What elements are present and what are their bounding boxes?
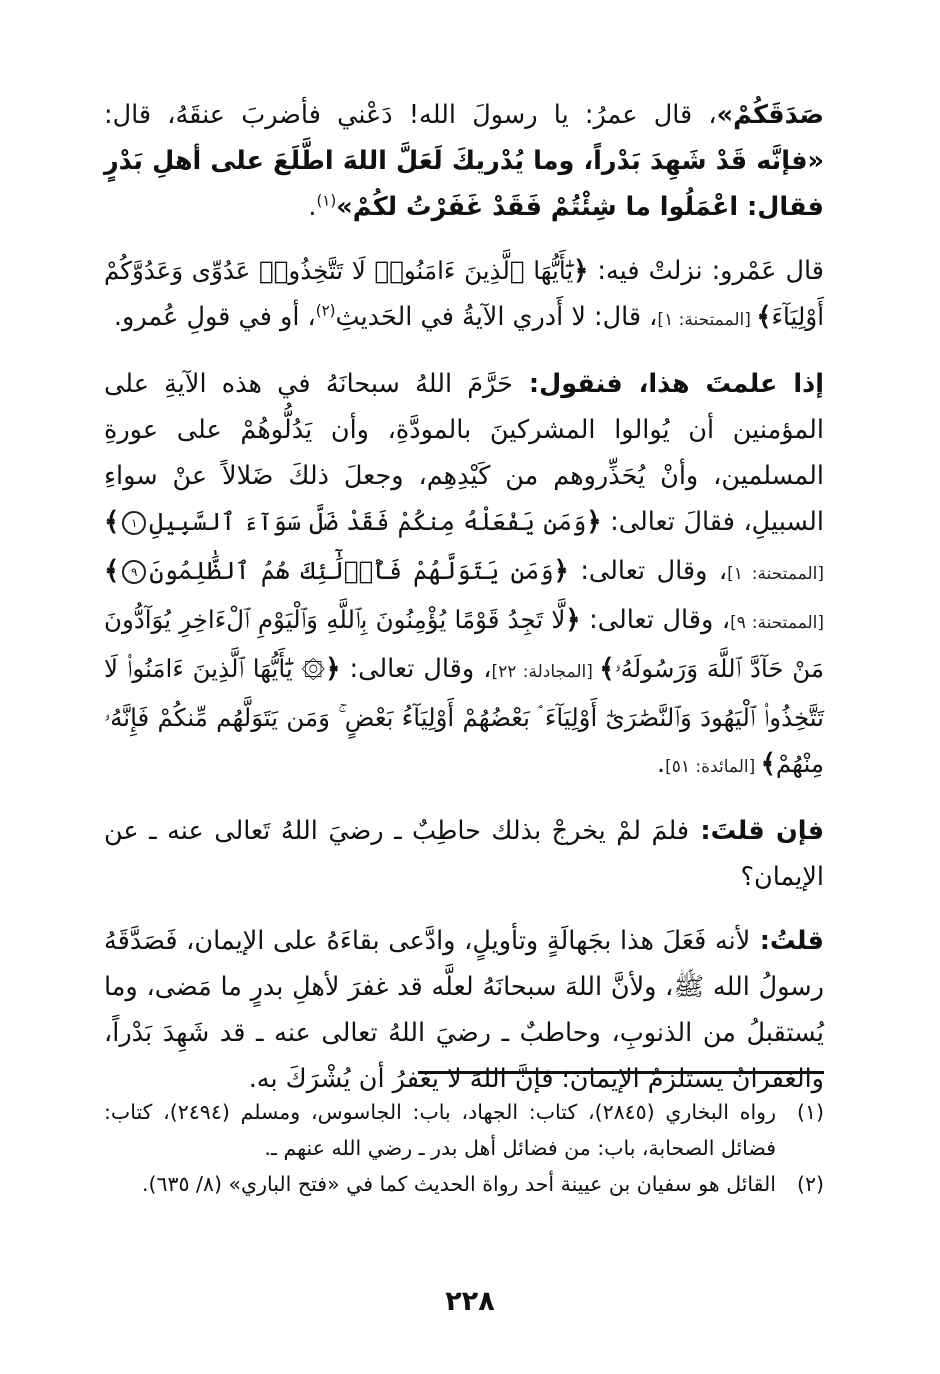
verse-open-bracket: ﴿ — [586, 507, 602, 537]
ayah-number-mark: ٩ — [122, 560, 146, 584]
quran-verse-1: وَمَن يَفْعَلْهُ مِنكُمْ فَقَدْ ضَلَّ سَوَآءَ ٱلسَّبِيلِ — [149, 507, 587, 536]
footnote-number: (١) — [796, 1100, 824, 1124]
footnote-text: رواه البخاري (٢٨٤٥)، كتاب: الجهاد، باب: الجاسوس، ومسلم (٢٤٩٤)، كتاب: فضائل الصحابة، باب: من فضائل أهل بدر ـ رضي الله عنهم ـ. — [104, 1100, 776, 1160]
footnote-item — [104, 1166, 824, 1202]
paragraph-lead: إذا علمتَ هذا، فنقول: — [512, 369, 824, 399]
hadith-quote: «فإنَّه قَدْ شَهِدَ بَدْراً، وما يُدْريكَ لَعَلَّ اللهَ اطَّلَعَ على أهلِ بَدْرٍ فقال: اعْمَلُوا ما شِئْتُمْ فَقَدْ غَفَرْتُ لكُمْ» — [104, 146, 824, 222]
verse-close-bracket: ﴾ — [104, 556, 120, 586]
paragraph-lead: فإن قلتَ: — [689, 816, 825, 846]
page-number: ٢٢٨ — [445, 1286, 495, 1317]
body-text: ، وقال تعالى: — [568, 556, 728, 586]
footnote-item — [104, 1094, 824, 1166]
body-text: ، وقال تعالى: — [580, 605, 731, 635]
verse-open-bracket: ﴿ — [325, 654, 341, 684]
paragraph-lead: قلتُ: — [750, 926, 824, 956]
verse-open-bracket: ﴿ — [565, 605, 581, 635]
verse-close-bracket: ﴾ — [760, 749, 776, 779]
paragraph-4 — [104, 808, 824, 900]
narration-text: قال عَمْرو: نزلتْ فيه: — [588, 256, 824, 286]
hadith-quote-end: صَدَقَكُمْ» — [716, 100, 824, 130]
verse-reference: [المائدة: ٥١] — [665, 757, 761, 777]
paragraph-1 — [104, 92, 824, 230]
paragraph-2 — [104, 248, 824, 343]
quran-verse: يَٰٓأَيُّهَا ٱلَّذِينَ ءَامَنُوا۟ لَا تَتَّخِذُوا۟ عَدُوِّى وَعَدُوَّكُمْ أَوْلِيَآءَ — [104, 256, 824, 331]
body-text: لأنه فَعَلَ هذا بجَهالَةٍ وتأويلٍ، وادَّعى بقاءَهُ على الإيمان، فَصَدَّقَهُ رسولُ الله ﷺ، ولأنَّ اللهَ سبحانَهُ لعلَّه قد غفرَ لأهلِ بدرٍ ما مَضى، وما يُستقبلُ من الذنوبِ، وحاطبٌ ـ رضيَ اللهُ تعالى عنه ـ قد شَهِدَ بَدْراً، والغفرانُ يستلزمُ الإيمانَ؛ فإنَّ اللهَ لا يغفرُ أن يُشْرَكَ به. — [104, 926, 824, 1094]
footnotes — [104, 1094, 824, 1202]
verse-reference: [الممتحنة: ١] — [727, 564, 825, 584]
narration-text: ، قال عمرُ: يا رسولَ الله! دَعْني فأضربَ عنقَهُ، قال: — [104, 100, 717, 130]
verse-close-bracket: ﴾ — [104, 507, 120, 537]
paragraph-3 — [104, 361, 824, 790]
paragraph-5 — [104, 918, 824, 1102]
narration-text: ، قال: لا أَدري الآيةُ في الحَديثِ — [335, 302, 658, 332]
verse-close-bracket: ﴾ — [599, 654, 615, 684]
main-text — [104, 92, 824, 1102]
body-text: ، وقال تعالى: — [340, 654, 492, 684]
verse-reference: [الممتحنة: ١] — [657, 310, 757, 330]
body-text: حَرَّمَ اللهُ سبحانَهُ في هذه الآيةِ على المؤمنين أن يُوالوا المشركينَ بالمودَّةِ، وأن يَدُلُّوهُمْ على عورةِ المسلمين، وأنْ يُحَذِّروهم من كَيْدِهِم، وجعلَ ذلكَ ضَلالاً عنْ سواءِ السبيلِ، فقالَ تعالى: — [104, 369, 824, 537]
verse-reference: [المجادلة: ٢٢] — [491, 662, 600, 682]
narration-text: ، أو في قولِ عُمرو. — [113, 302, 316, 332]
footnote-text: القائل هو سفيان بن عيينة أحد رواة الحديث كما في «فتح الباري» (٨/ ٦٣٥). — [141, 1172, 776, 1196]
footnote-marker-2[interactable]: (٢) — [315, 301, 336, 320]
footnote-number: (٢) — [796, 1172, 824, 1196]
footnote-separator — [418, 1071, 824, 1074]
quran-verse-3: لَّا تَجِدُ قَوْمًا يُؤْمِنُونَ بِٱللَّهِ وَٱلْيَوْمِ ٱلْءَاخِرِ يُوَآدُّونَ مَنْ حَآدَّ ٱللَّهَ وَرَسُولَهُۥ — [104, 605, 825, 683]
quran-verse-4: ۞ يَٰٓأَيُّهَا ٱلَّذِينَ ءَامَنُوا۟ لَا تَتَّخِذُوا۟ ٱلْيَهُودَ وَٱلنَّصَٰرَىٰٓ أَوْلِيَآءَ ۘ بَعْضُهُمْ أَوْلِيَآءُ بَعْضٍ ۚ وَمَن يَتَوَلَّهُم مِّنكُمْ فَإِنَّهُۥ مِنْهُمْ — [104, 654, 824, 778]
sentence-end: . — [308, 192, 317, 222]
verse-close-bracket: ﴾ — [756, 302, 772, 332]
footnote-marker-1[interactable]: (١) — [316, 191, 337, 210]
verse-open-bracket: ﴿ — [553, 556, 569, 586]
verse-reference: [الممتحنة: ٩] — [730, 613, 825, 633]
ayah-number-mark: ١ — [122, 511, 146, 535]
quran-verse-2: وَمَن يَتَوَلَّهُمْ فَأُو۟لَٰٓئِكَ هُمُ ٱلظَّٰلِمُونَ — [149, 556, 554, 585]
verse-open-bracket: ﴿ — [573, 256, 589, 286]
sentence-end: . — [656, 749, 666, 779]
body-text: فلمَ لمْ يخرجْ بذلك حاطِبٌ ـ رضيَ اللهُ تَعالى عنه ـ عن الإيمان؟ — [104, 816, 824, 892]
